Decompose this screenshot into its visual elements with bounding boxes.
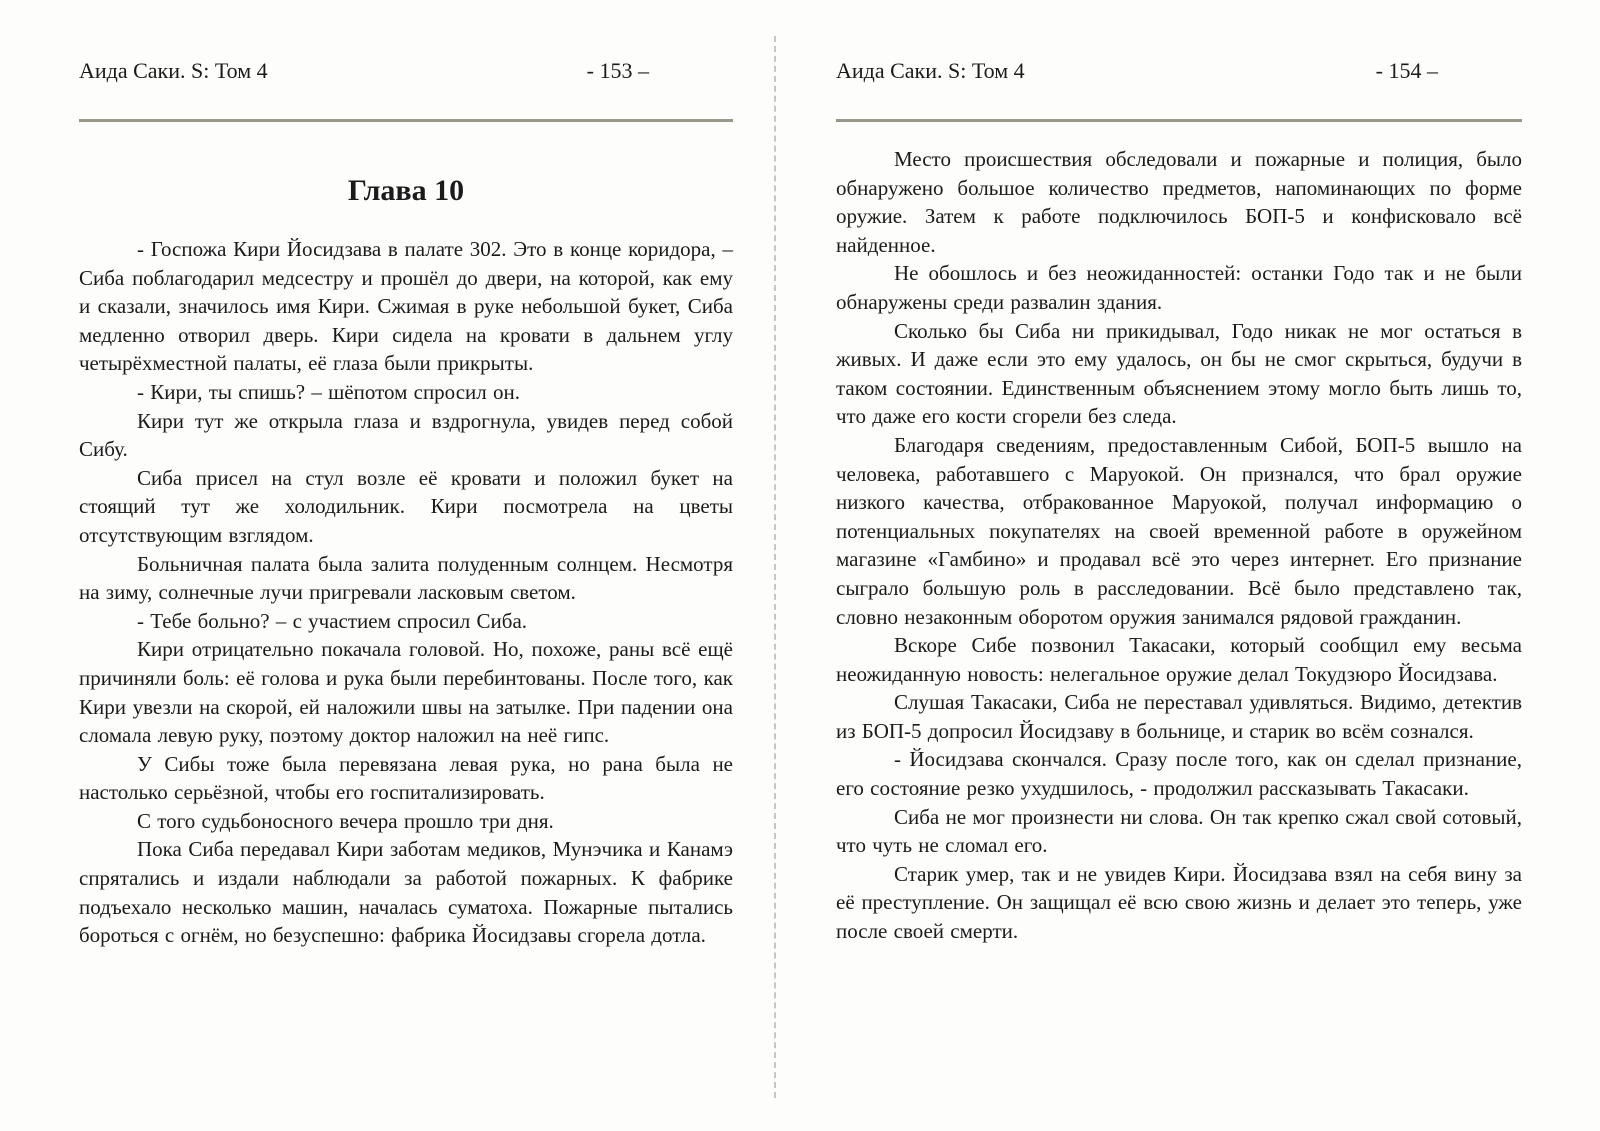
paragraph: Слушая Такасаки, Сиба не переставал удивляться. Видимо, детектив из БОП-5 допросил Йосидзаву в больнице, и старик во всём сознался.	[836, 690, 1522, 743]
paragraph: Больничная палата была залита полуденным солнцем. Несмотря на зиму, солнечные лучи пригревали ласковым светом.	[79, 551, 733, 605]
paragraph: С того судьбоносного вечера прошло три дня.	[137, 808, 554, 833]
paragraph: Старик умер, так и не увидев Кири. Йосидзава взял на себя вину за её преступление. Он защищал её всю свою жизнь и делает это теперь, уже после своей смерти.	[836, 861, 1522, 944]
paragraph: - Госпожа Кири Йосидзава в палате 302. Это в конце коридора, – Сиба поблагодарил медсестру и прошёл до двери, на которой, как ему и сказали, значилось имя Кири. Сжимая в руке небольшой букет, Сиба медленно отворил дверь. Кири сидела на кровати в дальнем углу четырёхместной палаты, её глаза были прикрыты.	[79, 237, 733, 376]
paragraph: Вскоре Сибе позвонил Такасаки, который сообщил ему весьма неожиданную новость: нелегальное оружие делал Токудзюро Йосидзава.	[836, 633, 1522, 686]
paragraph: - Тебе больно? – с участием спросил Сиба.	[137, 608, 528, 633]
paragraph: - Йосидзава скончался. Сразу после того, как он сделал признание, его состояние резко ухудшилось, - продолжил рассказывать Такасаки.	[836, 747, 1522, 801]
paragraph: Пока Сиба передавал Кири заботам медиков, Мунэчика и Канамэ спрятались и издали наблюдали за работой пожарных. К фабрике подъехало несколько машин, началась суматоха. Пожарные пытались бороться с огнём, но безуспешно: фабрика Йосидзавы сгорела дотла.	[79, 837, 733, 948]
paragraph: Сиба не мог произнести ни слова. Он так крепко сжал свой сотовый, что чуть не сломал его.	[836, 804, 1522, 858]
page-header	[836, 58, 1522, 84]
page-153	[79, 58, 733, 950]
header-rule	[836, 119, 1522, 122]
paragraph: - Кири, ты спишь? – шёпотом спросил он.	[137, 379, 520, 404]
page-body-text	[79, 235, 733, 950]
page-number: - 153 –	[586, 58, 649, 83]
page-154	[836, 58, 1522, 946]
paragraph: Не обошлось и без неожиданностей: останки Годо так и не были обнаружены среди развалин здания.	[836, 261, 1522, 314]
page-number: - 154 –	[1375, 58, 1438, 83]
running-title: Аида Саки. S: Том 4	[836, 58, 1025, 83]
page-header	[79, 58, 733, 84]
paragraph: Место происшествия обследовали и пожарные и полиция, было обнаружено большое количество предметов, напоминающих по форме оружие. Затем к работе подключилось БОП-5 и конфисковало всё найденное.	[836, 147, 1522, 257]
chapter-heading: Глава 10	[347, 174, 465, 207]
page-body-text	[836, 145, 1522, 946]
paragraph: У Сибы тоже была перевязана левая рука, но рана была не настолько серьёзной, чтобы его госпитализировать.	[79, 751, 733, 805]
paragraph: Кири тут же открыла глаза и вздрогнула, увидев перед собой Сибу.	[79, 408, 733, 462]
paragraph: Кири отрицательно покачала головой. Но, похоже, раны всё ещё причиняли боль: её голова и рука были перебинтованы. После того, как Кири увезли на скорой, ей наложили швы на затылке. При падении она сломала левую руку, поэтому доктор наложил на неё гипс.	[79, 637, 733, 748]
paragraph: Сиба присел на стул возле её кровати и положил букет на стоящий тут же холодильник. Кири посмотрела на цветы отсутствующим взглядом.	[79, 465, 733, 547]
paragraph: Сколько бы Сиба ни прикидывал, Годо никак не мог остаться в живых. И даже если это ему удалось, он бы не смог скрыться, будучи в таком состоянии. Единственным объяснением этому могло быть лишь то, что даже его кости сгорели без следа.	[836, 318, 1522, 429]
paragraph: Благодаря сведениям, предоставленным Сибой, БОП-5 вышло на человека, работавшего с Маруокой. Он признался, что брал оружие низкого качества, отбракованное Маруокой, получал информацию о потенциальных покупателях на своей временной работе в оружейном магазине «Гамбино» и продавал всё это через интернет. Его признание сыграло большую роль в расследовании. Всё было представлено так, словно незаконным оборотом оружия занимался рядовой гражданин.	[836, 432, 1522, 629]
header-rule	[79, 119, 733, 122]
running-title: Аида Саки. S: Том 4	[79, 58, 268, 83]
page-divider-dashed-line	[774, 36, 776, 1098]
